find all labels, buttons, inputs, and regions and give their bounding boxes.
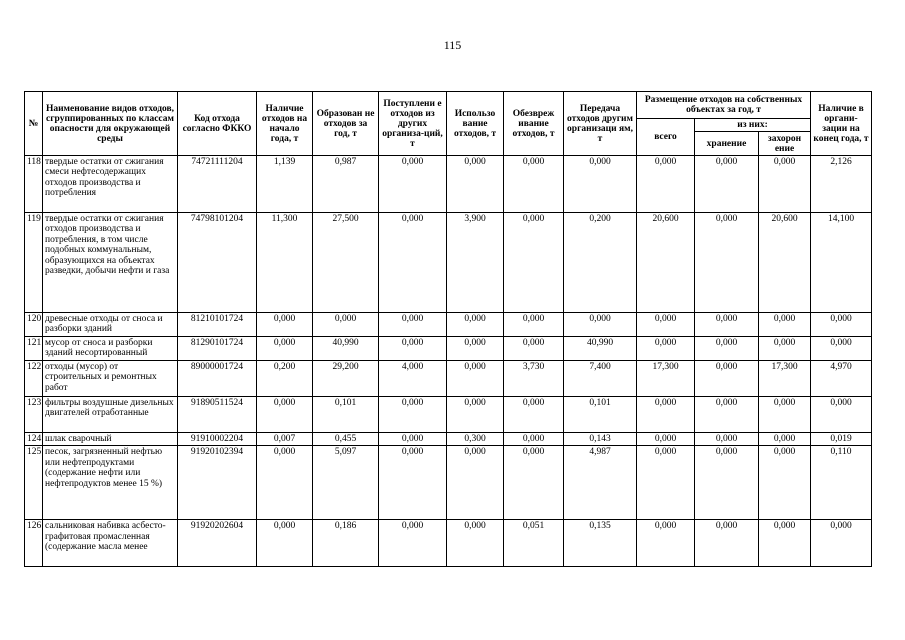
value-received: 0,000	[379, 520, 447, 567]
row-number: 126	[25, 520, 43, 567]
header-burial: захорон ение	[759, 132, 811, 156]
value-placement-total: 0,000	[637, 337, 695, 361]
waste-name: отходы (мусор) от строительных и ремонтных работ	[43, 361, 178, 397]
row-number: 121	[25, 337, 43, 361]
header-neutralized: Обезвреж ивание отходов, т	[504, 92, 564, 156]
value-placement-total: 0,000	[637, 156, 695, 213]
value-neutralized: 0,000	[504, 433, 564, 446]
value-formed: 0,987	[313, 156, 379, 213]
value-end: 0,000	[811, 313, 872, 337]
value-formed: 0,455	[313, 433, 379, 446]
value-used: 0,000	[447, 446, 504, 520]
value-start: 0,007	[257, 433, 313, 446]
value-neutralized: 0,000	[504, 156, 564, 213]
table-row	[25, 337, 872, 361]
header-storage: хранение	[695, 132, 759, 156]
value-used: 0,000	[447, 337, 504, 361]
value-used: 0,000	[447, 520, 504, 567]
header-transferred: Передача отходов другим организаци ям, т	[564, 92, 637, 156]
value-placement-burial: 17,300	[759, 361, 811, 397]
fkko-code: 91890511524	[178, 397, 257, 433]
table-row	[25, 156, 872, 213]
value-start: 1,139	[257, 156, 313, 213]
value-placement-storage: 0,000	[695, 433, 759, 446]
value-end: 14,100	[811, 213, 872, 313]
value-placement-total: 0,000	[637, 433, 695, 446]
value-end: 4,970	[811, 361, 872, 397]
value-placement-storage: 0,000	[695, 156, 759, 213]
fkko-code: 74798101204	[178, 213, 257, 313]
value-end: 0,000	[811, 337, 872, 361]
value-placement-total: 0,000	[637, 313, 695, 337]
value-end: 2,126	[811, 156, 872, 213]
table-row	[25, 433, 872, 446]
value-placement-burial: 0,000	[759, 313, 811, 337]
waste-name: сальниковая набивка асбесто-графитовая промасленная (содержание масла менее	[43, 520, 178, 567]
value-placement-burial: 0,000	[759, 520, 811, 567]
value-formed: 27,500	[313, 213, 379, 313]
value-end: 0,110	[811, 446, 872, 520]
value-formed: 40,990	[313, 337, 379, 361]
value-placement-burial: 0,000	[759, 433, 811, 446]
table-row	[25, 520, 872, 567]
value-received: 0,000	[379, 213, 447, 313]
value-transferred: 0,143	[564, 433, 637, 446]
value-placement-total: 0,000	[637, 520, 695, 567]
value-received: 0,000	[379, 446, 447, 520]
row-number: 124	[25, 433, 43, 446]
waste-table	[24, 91, 872, 567]
value-transferred: 40,990	[564, 337, 637, 361]
value-received: 0,000	[379, 313, 447, 337]
value-used: 0,000	[447, 361, 504, 397]
value-placement-total: 0,000	[637, 446, 695, 520]
value-placement-burial: 20,600	[759, 213, 811, 313]
value-transferred: 0,200	[564, 213, 637, 313]
value-transferred: 0,000	[564, 156, 637, 213]
row-number: 122	[25, 361, 43, 397]
table-row	[25, 213, 872, 313]
value-transferred: 0,135	[564, 520, 637, 567]
value-neutralized: 0,000	[504, 337, 564, 361]
header-placement: Размещение отходов на собственных объектах за год, т	[637, 92, 811, 119]
value-formed: 0,186	[313, 520, 379, 567]
table-row	[25, 361, 872, 397]
value-neutralized: 0,000	[504, 213, 564, 313]
table-row	[25, 446, 872, 520]
value-end: 0,019	[811, 433, 872, 446]
value-start: 0,000	[257, 337, 313, 361]
table-row	[25, 397, 872, 433]
value-received: 0,000	[379, 337, 447, 361]
value-start: 11,300	[257, 213, 313, 313]
value-placement-storage: 0,000	[695, 361, 759, 397]
value-used: 0,000	[447, 156, 504, 213]
value-used: 3,900	[447, 213, 504, 313]
value-received: 0,000	[379, 156, 447, 213]
row-number: 123	[25, 397, 43, 433]
value-formed: 5,097	[313, 446, 379, 520]
value-used: 0,000	[447, 397, 504, 433]
value-placement-total: 0,000	[637, 397, 695, 433]
header-start: Наличие отходов на начало года, т	[257, 92, 313, 156]
fkko-code: 91920202604	[178, 520, 257, 567]
value-neutralized: 0,000	[504, 313, 564, 337]
value-placement-burial: 0,000	[759, 446, 811, 520]
page-number: 115	[443, 38, 462, 52]
waste-name: мусор от сноса и разборки зданий несортированный	[43, 337, 178, 361]
header-num: №	[25, 92, 43, 156]
value-formed: 0,000	[313, 313, 379, 337]
header-formed: Образован не отходов за год, т	[313, 92, 379, 156]
fkko-code: 81210101724	[178, 313, 257, 337]
fkko-code: 81290101724	[178, 337, 257, 361]
waste-name: песок, загрязненный нефтью или нефтепродуктами (содержание нефти или нефтепродуктов менее 15 %)	[43, 446, 178, 520]
value-transferred: 7,400	[564, 361, 637, 397]
value-start: 0,200	[257, 361, 313, 397]
value-placement-storage: 0,000	[695, 520, 759, 567]
value-start: 0,000	[257, 397, 313, 433]
value-placement-storage: 0,000	[695, 397, 759, 433]
value-end: 0,000	[811, 397, 872, 433]
waste-name: твердые остатки от сжигания отходов производства и потребления, в том числе подобных коммунальным, образующихся на объектах разведки, добычи нефти и газа	[43, 213, 178, 313]
value-received: 4,000	[379, 361, 447, 397]
fkko-code: 89000001724	[178, 361, 257, 397]
value-transferred: 0,101	[564, 397, 637, 433]
value-received: 0,000	[379, 433, 447, 446]
header-total: всего	[637, 119, 695, 156]
value-formed: 0,101	[313, 397, 379, 433]
row-number: 125	[25, 446, 43, 520]
waste-name: фильтры воздушные дизельных двигателей отработанные	[43, 397, 178, 433]
value-received: 0,000	[379, 397, 447, 433]
value-placement-storage: 0,000	[695, 313, 759, 337]
value-placement-total: 17,300	[637, 361, 695, 397]
row-number: 119	[25, 213, 43, 313]
header-name: Наименование видов отходов, сгруппированных по классам опасности для окружающей среды	[43, 92, 178, 156]
table-body	[25, 156, 872, 567]
value-transferred: 4,987	[564, 446, 637, 520]
header-code: Код отхода согласно ФККО	[178, 92, 257, 156]
value-neutralized: 0,051	[504, 520, 564, 567]
row-number: 118	[25, 156, 43, 213]
header-used: Использо вание отходов, т	[447, 92, 504, 156]
value-neutralized: 3,730	[504, 361, 564, 397]
row-number: 120	[25, 313, 43, 337]
waste-name: древесные отходы от сноса и разборки зданий	[43, 313, 178, 337]
value-placement-storage: 0,000	[695, 337, 759, 361]
waste-name: твердые остатки от сжигания смеси нефтесодержащих отходов производства и потребления	[43, 156, 178, 213]
value-placement-storage: 0,000	[695, 446, 759, 520]
value-end: 0,000	[811, 520, 872, 567]
value-start: 0,000	[257, 313, 313, 337]
fkko-code: 91910002204	[178, 433, 257, 446]
value-placement-burial: 0,000	[759, 337, 811, 361]
value-start: 0,000	[257, 520, 313, 567]
value-placement-total: 20,600	[637, 213, 695, 313]
value-placement-storage: 0,000	[695, 213, 759, 313]
header-received: Поступлени е отходов из других организа-ций, т	[379, 92, 447, 156]
value-start: 0,000	[257, 446, 313, 520]
value-formed: 29,200	[313, 361, 379, 397]
header-of-which: из них:	[695, 119, 811, 132]
header-end: Наличие в органи-зации на конец года, т	[811, 92, 872, 156]
value-used: 0,000	[447, 313, 504, 337]
value-placement-burial: 0,000	[759, 397, 811, 433]
table-row	[25, 313, 872, 337]
value-neutralized: 0,000	[504, 397, 564, 433]
fkko-code: 91920102394	[178, 446, 257, 520]
fkko-code: 74721111204	[178, 156, 257, 213]
value-neutralized: 0,000	[504, 446, 564, 520]
waste-name: шлак сварочный	[43, 433, 178, 446]
value-transferred: 0,000	[564, 313, 637, 337]
value-used: 0,300	[447, 433, 504, 446]
value-placement-burial: 0,000	[759, 156, 811, 213]
